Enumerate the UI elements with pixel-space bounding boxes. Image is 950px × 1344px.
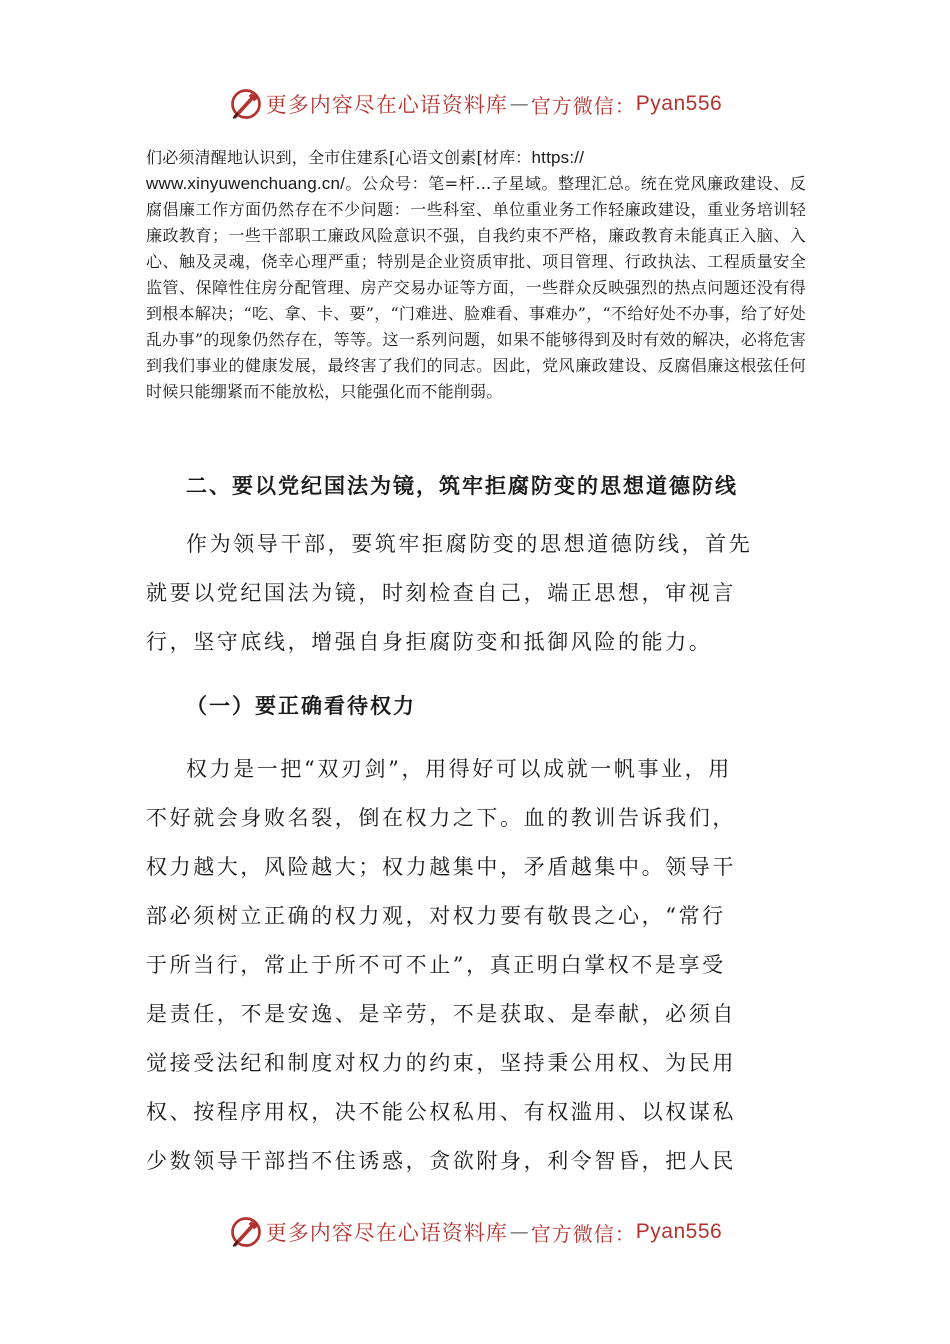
pen-logo-icon [228,1214,264,1250]
banner-separator: — [509,1221,529,1243]
banner-title: 更多内容尽在心语资料库 [265,93,508,117]
section-line: 作为领导干部，要筑牢拒腐防变的思想道德防线，首先 [186,532,753,556]
body-line: 觉接受法纪和制度对权力的约束，坚持秉公用权、为民用 [146,1051,736,1075]
intro-paragraph [146,145,806,405]
banner-wechat-label: 官方微信： [530,93,636,118]
body-line: 权、按程序用权，决不能公权私用、有权滥用、以权谋私 [146,1100,736,1124]
body-line: 权力越大，风险越大；权力越集中，矛盾越集中。领导干 [146,855,736,879]
banner-wechat-id: Pyan556 [635,92,723,115]
body-line: 不好就会身败名裂，倒在权力之下。血的教训告诉我们， [146,806,736,830]
intro-text-2: 。公众号：笔=杆…子星域。整理汇总。统在党风廉政建设、反腐倡廉工作方面仍然存在不少问题：一些科室、单位重业务工作轻廉政建设，重业务培训轻廉政教育；一些干部职工廉政风险意识不强，自我约束不严格，廉政教育未能真正入脑、入心、触及灵魂，侥幸心理严重；特别是企业资质审批、项目管理、行政执法、工程质量安全监管、保障性住房分配管理、房产交易办证等方面，一些群众反映强烈的热点问题还没有得到根本解决；“吃、拿、卡、要”，“门难进、脸难看、事难办”，“不给好处不办事，给了好处乱办事”的现象仍然存在，等等。这一系列问题，如果不能够得到及时有效的解决，必将危害到我们事业的健康发展，最终害了我们的同志。因此，党风廉政建设、反腐倡廉这根弦任何时候只能绷紧而不能放松，只能强化而不能削弱。 [146,174,806,401]
body-line: 部必须树立正确的权力观，对权力要有敬畏之心，“常行 [146,904,726,928]
body-line: 少数领导干部挡不住诱惑，贪欲附身，利令智昏，把人民 [146,1149,736,1173]
intro-url-2: www.xinyuwenchuang.cn/ [146,174,346,193]
header-banner [0,84,950,124]
section-line: 就要以党纪国法为镜，时刻检查自己，端正思想，审视言 [146,581,736,605]
section-line: 行，坚守底线，增强自身拒腐防变和抵御风险的能力。 [146,630,713,654]
banner-separator: — [509,93,529,115]
intro-text-1: 们必须清醒地认识到，全市住建系[心语文创素[材库： [146,148,532,167]
intro-url-1: https:// [531,148,585,167]
banner-wechat-label: 官方微信： [530,1221,636,1246]
pen-logo-icon [228,86,264,122]
subheading: （一）要正确看待权力 [186,694,416,718]
banner-title: 更多内容尽在心语资料库 [265,1221,508,1245]
body-line: 于所当行，常止于所不可不止”，真正明白掌权不是享受 [146,953,726,977]
banner-wechat-id: Pyan556 [635,1220,723,1243]
footer-banner [0,1212,950,1252]
body-line: 是责任，不是安逸、是辛劳，不是获取、是奉献，必须自 [146,1002,736,1026]
section-heading: 二、要以党纪国法为镜，筑牢拒腐防变的思想道德防线 [186,474,738,498]
body-line: 权力是一把“双刃剑”，用得好可以成就一帆事业，用 [186,757,732,781]
